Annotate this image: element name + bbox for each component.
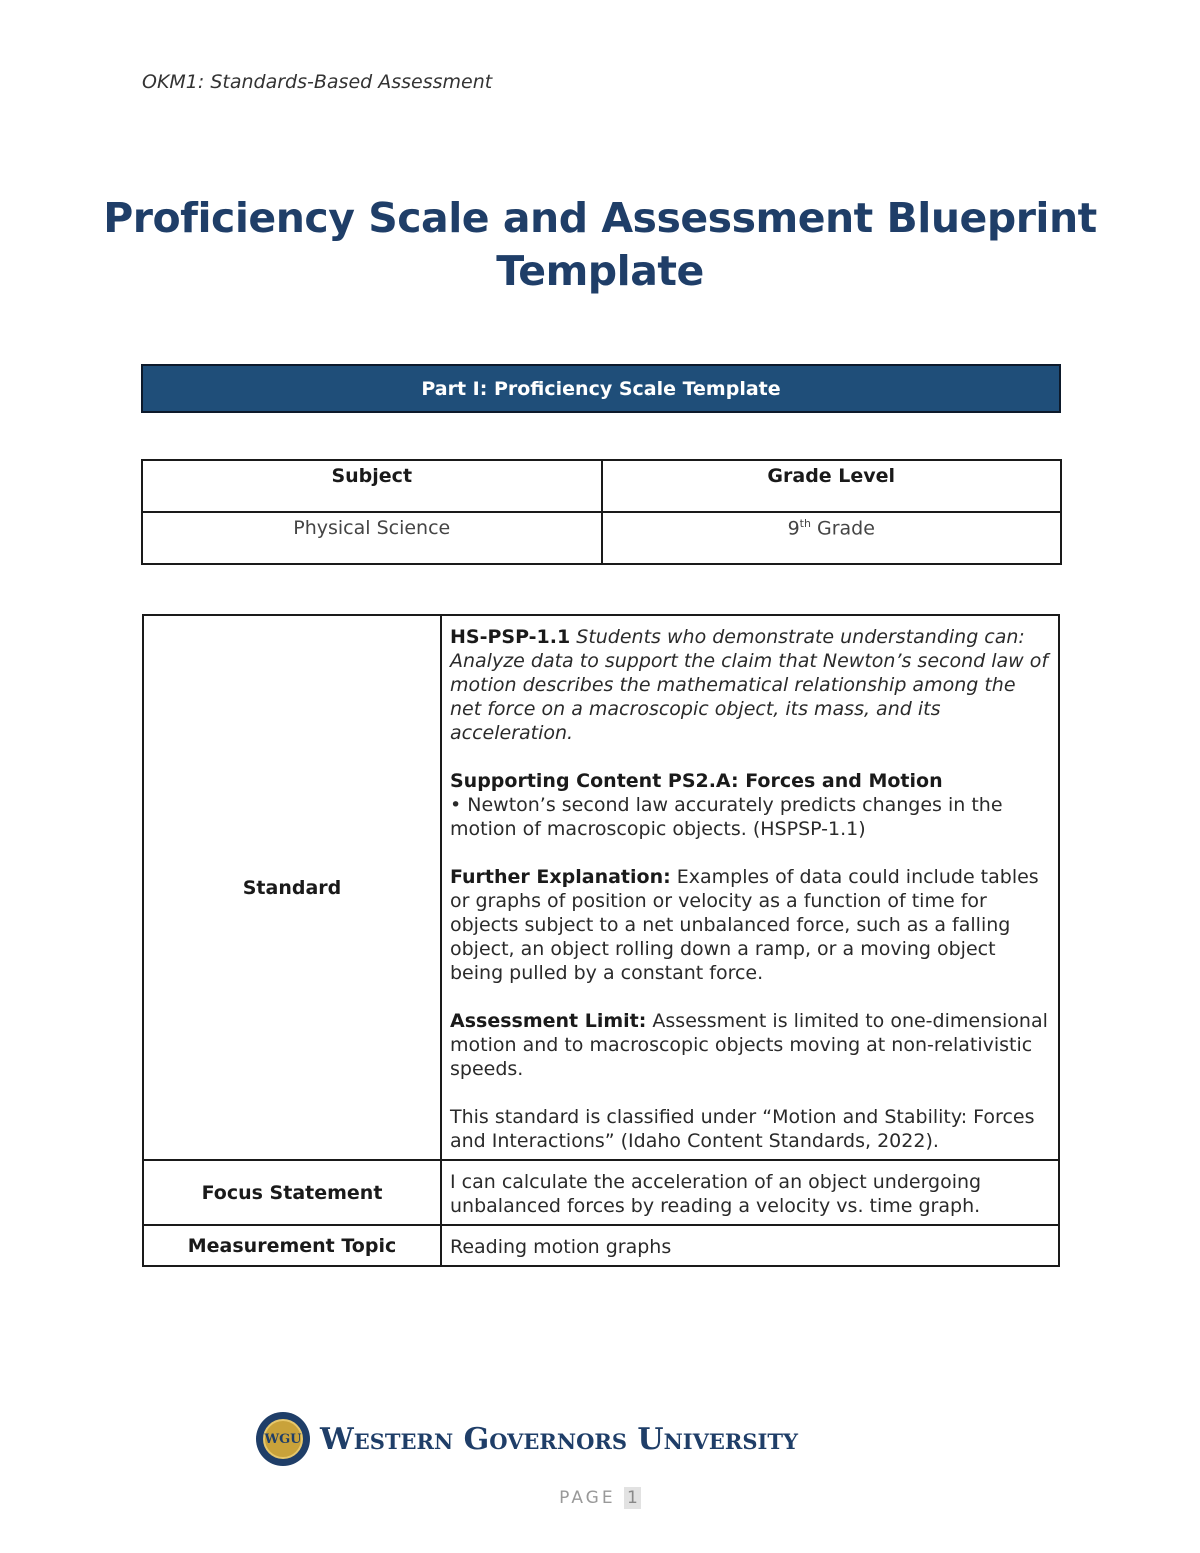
document-title: [100, 192, 1100, 298]
university-seal-icon: [256, 1412, 310, 1466]
subject-table-value-row: [142, 512, 1061, 564]
grade-word: Grade: [810, 517, 875, 540]
standard-details-table: [142, 614, 1060, 1267]
standard-classification: This standard is classified under “Motion and Stability: Forces and Interactions” (Idaho Content Standards, 2022).: [450, 1106, 1035, 1152]
supporting-content: [450, 769, 1050, 841]
grade-suffix: th: [799, 517, 811, 530]
measurement-topic-label: Measurement Topic: [143, 1225, 441, 1266]
measurement-topic-text: Reading motion graphs: [441, 1225, 1059, 1266]
standard-statement: [450, 625, 1050, 745]
standard-code: HS-PSP-1.1: [450, 626, 571, 648]
page-number-footer: [0, 1488, 1200, 1508]
further-explanation: [450, 865, 1050, 985]
page-label: PAGE: [559, 1488, 624, 1508]
grade-level-value: [602, 512, 1062, 564]
assessment-limit: [450, 1009, 1050, 1081]
assessment-limit-heading: Assessment Limit:: [450, 1010, 647, 1032]
subject-table-header-row: [142, 460, 1061, 512]
focus-statement-label: Focus Statement: [143, 1160, 441, 1225]
page-number: 1: [624, 1487, 641, 1509]
focus-statement-row: [143, 1160, 1059, 1225]
subject-grade-table: [141, 459, 1062, 565]
grade-number: 9: [787, 517, 800, 540]
document-title-line-1: Proficiency Scale and Assessment Blueprint: [103, 194, 1097, 242]
section-heading-label: Part I: Proficiency Scale Template: [421, 377, 781, 400]
section-heading-bar: [141, 364, 1061, 413]
running-header: OKM1: Standards-Based Assessment: [142, 71, 493, 93]
university-wordmark: Western Governors University: [320, 1421, 798, 1457]
subject-value: Physical Science: [142, 512, 602, 564]
supporting-content-text: • Newton’s second law accurately predicts changes in the motion of macroscopic objects. (HSPSP-1.1): [450, 794, 1003, 840]
measurement-topic-row: [143, 1225, 1059, 1266]
standard-description: Students who demonstrate understanding can: Analyze data to support the claim that Newton’s second law of motion describes the mathematical relationship among the net force on a macroscopic object, its mass, and its acceleration.: [450, 626, 1049, 744]
grade-level-header: Grade Level: [602, 460, 1062, 512]
university-logo: [256, 1412, 798, 1466]
focus-statement-text: I can calculate the acceleration of an object undergoing unbalanced forces by reading a velocity vs. time graph.: [441, 1160, 1059, 1225]
standard-content: [441, 615, 1059, 1160]
assessment-limit-text: Assessment is limited to one-dimensional motion and to macroscopic objects moving at non-relativistic speeds.: [450, 1010, 1048, 1080]
further-explanation-text: Examples of data could include tables or graphs of position or velocity as a function of time for objects subject to a net unbalanced force, such as a falling object, an object rolling down a ramp, or a moving object being pulled by a constant force.: [450, 866, 1039, 984]
document-title-line-2: Template: [496, 247, 704, 295]
further-explanation-heading: Further Explanation:: [450, 866, 671, 888]
standard-row: [143, 615, 1059, 1160]
subject-header: Subject: [142, 460, 602, 512]
standard-label: Standard: [143, 615, 441, 1160]
university-seal-monogram: WGU: [263, 1419, 303, 1459]
supporting-content-heading: Supporting Content PS2.A: Forces and Motion: [450, 770, 943, 792]
